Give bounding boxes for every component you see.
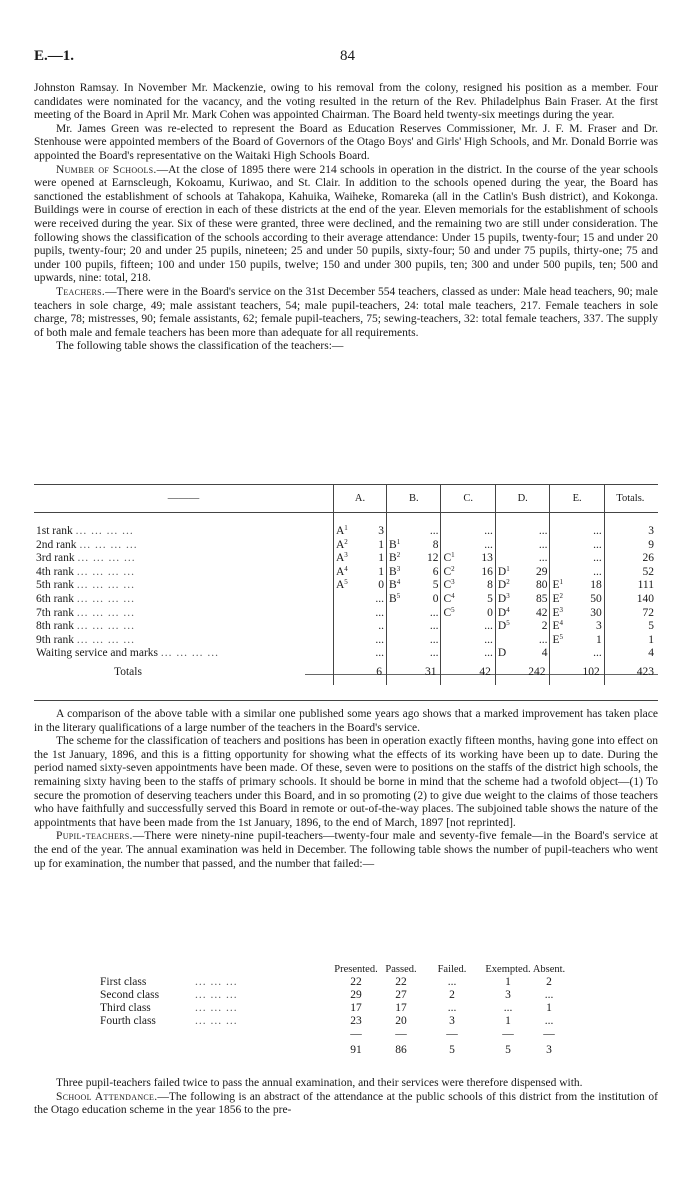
pupil-teachers-table xyxy=(100,963,660,1057)
dash: — xyxy=(543,1028,555,1040)
grade-code: $E^1$ xyxy=(552,578,564,592)
grade-cell xyxy=(333,607,386,621)
rank-label: 5th rank xyxy=(36,579,75,592)
grade-code: $D^3$ xyxy=(497,591,510,605)
grade-count: ... xyxy=(538,633,548,646)
grade-cell xyxy=(495,566,550,580)
table-row xyxy=(100,1002,660,1015)
grade-cell xyxy=(495,634,550,648)
column-header: Presented. xyxy=(334,964,378,975)
leader-dots: ... ... ... ... xyxy=(76,579,136,592)
paragraph: Mr. James Green was re-elected to represent the Board as Education Reserves Commissioner, Mr. J. F. M. Fraser and Dr. Stenhouse were appointed members of the Board of Governors of the Otago Boys' and Girls' High Schools, and Mr. Donald Borrie was appointed the Board's representative on the Waitaki High Schools Board. xyxy=(34,122,658,162)
rank-label-cell xyxy=(34,579,333,593)
grade-code: $B^1$ xyxy=(389,537,401,551)
section-heading: School Attendance. xyxy=(56,1090,158,1103)
grade-count: 42 xyxy=(535,606,548,619)
column-total: 102 xyxy=(550,661,604,685)
rank-label: 1st rank xyxy=(36,525,73,537)
leader-dots: ... ... ... ... xyxy=(160,647,220,660)
rank-label: 4th rank xyxy=(36,565,75,578)
rank-label-cell xyxy=(34,647,333,661)
table-row xyxy=(34,525,658,539)
grade-cell xyxy=(333,620,386,634)
grade-count: 0 xyxy=(487,606,493,619)
leader-dots: ... ... ... ... xyxy=(76,606,136,619)
grade-cell xyxy=(387,552,441,566)
grade-count: ... xyxy=(429,620,439,633)
total-cell: 86 xyxy=(395,1044,407,1056)
rank-label-cell xyxy=(34,566,333,580)
grade-count: 1 xyxy=(595,633,602,646)
value-cell: ... xyxy=(544,1015,554,1027)
paragraph xyxy=(34,830,658,871)
value-cell: 20 xyxy=(395,1015,407,1027)
paragraph-text: —There were in the Board's service on the 31st December 554 teachers, classed as under: Male head teachers, 90; male teachers in sole charge, 49; male assistant teachers, 54; male pupil-teachers, 24: total male teachers, 217. Female teachers in sole charge, 78; mistresses, 90; female assistants, 62; female pupil-teachers, 75; sewing-teachers, 32: total female teachers, 337. The supply of both male and female teachers has been more than adequate for all requirements. xyxy=(34,285,658,339)
dash: — xyxy=(350,1028,362,1040)
rank-label: Waiting service and marks xyxy=(36,647,159,660)
grade-code: $A^3$ xyxy=(335,551,348,565)
column-header: ——— xyxy=(167,493,200,505)
dash: — xyxy=(395,1028,407,1040)
section-heading: Number of Schools. xyxy=(56,163,157,176)
grade-code: $E^3$ xyxy=(552,605,564,619)
grade-cell xyxy=(333,525,386,539)
grade-code: $B^3$ xyxy=(389,564,401,578)
grade-cell xyxy=(441,552,495,566)
grade-cell xyxy=(550,593,604,607)
grade-cell xyxy=(441,647,495,661)
grade-count: ... xyxy=(429,633,439,646)
grade-cell xyxy=(441,539,495,553)
grade-code: $E^5$ xyxy=(552,632,564,646)
grade-cell xyxy=(550,552,604,566)
value-cell: 2 xyxy=(546,976,552,988)
grade-cell xyxy=(441,579,495,593)
grade-cell xyxy=(550,620,604,634)
leader-dots: ... ... ... xyxy=(195,1002,238,1014)
grade-count: ... xyxy=(484,620,493,633)
paragraph-text: —The following is an abstract of the attendance at the public schools of this district from the institution of the Otago education scheme in the year 1856 to the pre- xyxy=(34,1090,659,1117)
grade-cell xyxy=(495,620,550,634)
class-label: Fourth class xyxy=(100,1015,156,1027)
grade-code: $B^5$ xyxy=(389,591,401,605)
grade-code: $D^2$ xyxy=(497,578,510,592)
leader-dots: ... ... ... xyxy=(195,976,238,988)
table-totals-row xyxy=(34,661,658,685)
grade-count: 13 xyxy=(481,552,493,565)
grade-cell xyxy=(550,607,604,621)
grade-count: ... xyxy=(593,552,602,565)
table-row xyxy=(100,1015,660,1028)
table-row xyxy=(100,989,660,1002)
totals-label: Totals xyxy=(114,666,142,679)
paragraph-text: —There were ninety-nine pupil-teachers—twenty-four male and seventy-five female—in the Board's service at the end of the year. The annual examination was held in December. The following table shows the number of pupil-teachers who went up for examination, the number that passed, and the number that failed:— xyxy=(34,830,658,870)
column-header: A. xyxy=(333,485,386,513)
grade-cell xyxy=(441,566,495,580)
grade-count: ... xyxy=(538,525,548,537)
column-header: E. xyxy=(550,485,604,513)
column-header: Exempted. xyxy=(485,964,531,975)
grade-cell xyxy=(550,525,604,539)
grade-code: $A^4$ xyxy=(335,564,348,578)
row-total: 52 xyxy=(604,566,658,580)
rank-label: 8th rank xyxy=(36,620,75,633)
table-row xyxy=(34,552,658,566)
rank-label: 7th rank xyxy=(36,606,75,619)
grade-count: ... xyxy=(429,606,439,619)
leader-dots: ... ... ... ... xyxy=(79,538,138,551)
grade-cell xyxy=(441,634,495,648)
value-cell: 29 xyxy=(350,989,362,1001)
value-cell: ... xyxy=(503,1002,513,1014)
grade-count: ... xyxy=(375,606,385,619)
grade-count: 0 xyxy=(378,579,385,592)
value-cell: ... xyxy=(447,1002,457,1014)
document-reference: E.—1. xyxy=(34,48,75,64)
column-header: B. xyxy=(387,485,441,513)
value-cell: 27 xyxy=(395,989,407,1001)
row-total: 9 xyxy=(604,539,658,553)
class-label: First class xyxy=(100,976,147,988)
grade-cell xyxy=(495,525,550,539)
column-total: 31 xyxy=(387,661,441,685)
grade-cell xyxy=(495,647,550,661)
row-total: 111 xyxy=(604,579,658,593)
total-cell: 5 xyxy=(505,1044,511,1056)
row-total: 140 xyxy=(604,593,658,607)
class-label: Third class xyxy=(100,1002,151,1014)
grade-cell xyxy=(550,579,604,593)
page-header xyxy=(34,50,658,70)
grade-count: 2 xyxy=(541,620,548,633)
grade-cell xyxy=(387,647,441,661)
value-cell: ... xyxy=(544,989,554,1001)
leader-dots: ... ... ... ... xyxy=(77,552,136,565)
class-label: Second class xyxy=(100,989,160,1001)
grade-count: ... xyxy=(484,525,493,537)
table-header-row xyxy=(34,485,658,513)
grade-count: 1 xyxy=(378,565,385,578)
grade-count: ... xyxy=(593,565,602,578)
body-text-top xyxy=(34,82,658,354)
grade-count: 29 xyxy=(535,565,548,578)
total-cell: 3 xyxy=(546,1044,552,1056)
grade-count: ... xyxy=(429,647,439,660)
value-cell: 22 xyxy=(395,976,407,988)
column-header: Absent. xyxy=(532,964,566,975)
value-cell: ... xyxy=(447,976,457,988)
value-cell: 1 xyxy=(546,1002,552,1014)
row-total: 1 xyxy=(604,634,658,648)
grade-cell xyxy=(441,593,495,607)
table-row xyxy=(34,579,658,593)
grade-cell xyxy=(387,634,441,648)
grade-count: 6 xyxy=(432,565,439,578)
grade-cell xyxy=(495,579,550,593)
column-header: Failed. xyxy=(437,964,467,975)
rank-label: 3rd rank xyxy=(36,552,75,565)
grade-count: 12 xyxy=(426,552,439,565)
rank-label-cell xyxy=(34,525,333,539)
table-totals-row xyxy=(100,1044,660,1057)
grade-cell xyxy=(550,647,604,661)
grade-cell xyxy=(333,552,386,566)
grade-code: $A^2$ xyxy=(335,537,348,551)
table-row xyxy=(34,647,658,661)
rank-label-cell xyxy=(34,620,333,634)
rank-label: 9th rank xyxy=(36,633,75,646)
column-header: C. xyxy=(441,485,495,513)
grade-code: $A^5$ xyxy=(335,578,348,592)
grade-count: ... xyxy=(593,525,602,537)
leader-dots: ... ... ... ... xyxy=(76,592,136,605)
value-cell: 17 xyxy=(350,1002,362,1014)
grade-count: ... xyxy=(375,647,385,660)
grade-code: $C^1$ xyxy=(443,551,455,565)
table-row xyxy=(34,607,658,621)
grade-count: 30 xyxy=(590,606,602,619)
row-total: 72 xyxy=(604,607,658,621)
leader-dots: ... ... ... ... xyxy=(76,565,136,578)
dash: — xyxy=(502,1028,514,1040)
grade-cell xyxy=(387,593,441,607)
table-row xyxy=(34,539,658,553)
grade-cell xyxy=(333,634,386,648)
rank-label-cell xyxy=(34,634,333,648)
row-total: 4 xyxy=(604,647,658,661)
row-total: 5 xyxy=(604,620,658,634)
rank-label: 6th rank xyxy=(36,592,75,605)
table-header-row xyxy=(100,963,660,976)
grade-cell xyxy=(495,552,550,566)
grade-code: $D^1$ xyxy=(497,564,510,578)
grade-count: ... xyxy=(484,538,493,551)
table-row xyxy=(34,634,658,648)
grade-cell xyxy=(387,607,441,621)
paragraph: Johnston Ramsay. In November Mr. Mackenzie, owing to his removal from the colony, resigned his position as a member. Four candidates were nominated for the vacancy, and the voting resulted in the return of the Rev. Philadelphus Bain Fraser. At the first meeting of the Board in April Mr. Mark Cohen was appointed Chairman. The Board held twenty-six meetings during the year. xyxy=(34,82,658,122)
column-total: 42 xyxy=(441,661,495,685)
paragraph: The following table shows the classification of the teachers:— xyxy=(56,340,344,353)
paragraph xyxy=(34,286,658,340)
paragraph: Three pupil-teachers failed twice to pass the annual examination, and their services were therefore dispensed with. xyxy=(56,1077,583,1089)
column-header: Passed. xyxy=(385,964,417,975)
grade-count: ... xyxy=(593,538,602,551)
grade-cell xyxy=(441,607,495,621)
grade-count: 5 xyxy=(432,579,439,592)
grade-cell xyxy=(495,539,550,553)
total-cell: 91 xyxy=(350,1044,362,1056)
grade-code: $C^2$ xyxy=(443,564,455,578)
table-row xyxy=(34,566,658,580)
grade-cell xyxy=(550,634,604,648)
table-rule xyxy=(34,700,658,701)
grade-cell xyxy=(550,539,604,553)
grade-code: $D^4$ xyxy=(497,605,510,619)
paragraph: A comparison of the above table with a similar one published some years ago shows that a marked improvement has taken place in the literary qualifications of a large number of the teachers in the Board's service. xyxy=(34,708,658,734)
grade-code: D xyxy=(497,647,507,660)
grade-code: $B^4$ xyxy=(389,578,401,592)
value-cell: 17 xyxy=(395,1002,407,1014)
grade-code: $E^4$ xyxy=(552,619,564,633)
grade-cell xyxy=(333,593,386,607)
grade-code: $D^5$ xyxy=(497,619,510,633)
rank-label-cell xyxy=(34,552,333,566)
grade-count: ... xyxy=(484,647,493,660)
table-rule-row xyxy=(100,1028,660,1044)
leader-dots: ... ... ... ... xyxy=(76,620,136,633)
grade-count: 85 xyxy=(535,592,548,605)
grade-code: $C^3$ xyxy=(443,578,455,592)
grand-total: 423 xyxy=(604,661,658,685)
paragraph xyxy=(34,164,658,286)
grade-count: 4 xyxy=(541,647,548,660)
rank-label-cell xyxy=(34,593,333,607)
grade-cell xyxy=(333,539,386,553)
value-cell: 23 xyxy=(350,1015,362,1027)
rank-label-cell xyxy=(34,607,333,621)
leader-dots: ... ... ... xyxy=(195,1015,238,1027)
grade-count: ... xyxy=(429,525,439,537)
grade-count: 50 xyxy=(590,592,602,605)
value-cell: 3 xyxy=(449,1015,455,1027)
body-text-bottom xyxy=(34,1077,658,1118)
section-heading: Pupil-teachers. xyxy=(56,830,133,843)
grade-cell xyxy=(333,579,386,593)
grade-count: 8 xyxy=(487,579,493,592)
leader-dots: ... ... ... xyxy=(195,989,238,1001)
grade-code: $B^2$ xyxy=(389,551,401,565)
grade-cell xyxy=(333,566,386,580)
grade-count: 16 xyxy=(481,565,493,578)
section-heading: Teachers. xyxy=(56,285,106,298)
row-total: 3 xyxy=(604,525,658,539)
teachers-classification-table xyxy=(34,485,658,685)
grade-cell xyxy=(387,539,441,553)
table-row xyxy=(100,976,660,989)
grade-cell xyxy=(495,607,550,621)
rank-label-cell xyxy=(34,539,333,553)
grade-cell xyxy=(550,566,604,580)
grade-count: ... xyxy=(538,538,548,551)
rank-label: 2nd rank xyxy=(36,538,77,551)
grade-cell xyxy=(441,525,495,539)
column-total: 6 xyxy=(333,661,386,685)
value-cell: 1 xyxy=(505,976,511,988)
value-cell: 22 xyxy=(350,976,362,988)
grade-cell xyxy=(387,579,441,593)
leader-dots: ... ... ... ... xyxy=(76,633,136,646)
grade-count: 1 xyxy=(378,552,385,565)
value-cell: 3 xyxy=(505,989,511,1001)
body-text-middle xyxy=(34,708,658,871)
column-header: D. xyxy=(495,485,550,513)
grade-count: ... xyxy=(375,592,385,605)
column-header: Totals. xyxy=(604,485,658,513)
grade-cell xyxy=(387,525,441,539)
page-number: 84 xyxy=(340,48,355,64)
grade-count: 0 xyxy=(432,592,439,605)
grade-count: 1 xyxy=(378,538,385,551)
column-total: 242 xyxy=(495,661,550,685)
table-row xyxy=(34,593,658,607)
table-row xyxy=(34,620,658,634)
grade-count: 18 xyxy=(590,579,602,592)
grade-code: $C^5$ xyxy=(443,605,455,619)
dash: — xyxy=(446,1028,458,1040)
grade-count: 80 xyxy=(535,579,548,592)
grade-count: 8 xyxy=(432,538,439,551)
value-cell: 2 xyxy=(449,989,455,1001)
grade-cell xyxy=(387,566,441,580)
grade-cell xyxy=(441,620,495,634)
grade-count: 3 xyxy=(595,620,602,633)
paragraph-text: —At the close of 1895 there were 214 schools in operation in the district. In the course of the year schools were opened at Earnscleugh, Kokoamu, Kuriwao, and St. Clair. In addition to the schools opened during the year, the Board has sanctioned the establishment of schools at Tahakopa, Kahuika, Waiheke, Romareka (all in the Catlin's Bush district), and Kokonga. Buildings were in course of erection in each of these districts at the end of the year. Eleven memorials for the establishment of schools were received during the year. Six of these were granted, three were declined, and the remaining two are still under consideration. The following shows the classification of the schools according to their average attendance: Under 15 pupils, twenty-four; 15 and under 20 pupils, twenty-four; 20 and under 25 pupils, nineteen; 25 and under 50 pupils, sixty-four; 50 and under 75 pupils, thirty-one; 75 and under 100 pupils, fifteen; 100 and under 150 pupils, twelve; 150 and under 300 pupils, ten; 300 and under 500 pupils, ten; 500 and upwards, nine: total, 218. xyxy=(34,163,659,285)
grade-cell xyxy=(387,620,441,634)
paragraph: The scheme for the classification of teachers and positions has been in operation exactly fifteen months, having gone into effect on the 1st January, 1896, and this is a fitting opportunity for showing what the effects of its working have been up to date. During the period named sixty-seven appointments have been made. Of these, seven were to positions on the staffs of the district high schools, the remaining sixty having been to the staffs of primary schools. It should be borne in mind that the scheme had a twofold object—(1) To secure the promotion of deserving teachers under this Board, and in so promoting (2) to give due weight to the claims of those teachers who have faithfully and successfully served this Board in remote or out-of-the-way places. The subjoined table shows the nature of the appointments that have been made from the 1st January, 1896, to the end of March, 1897 [not reprinted]. xyxy=(34,735,658,829)
grade-code: $C^4$ xyxy=(443,591,455,605)
grade-cell xyxy=(333,647,386,661)
grade-count: .. xyxy=(378,620,385,633)
grade-count: ... xyxy=(538,552,548,565)
grade-cell xyxy=(495,593,550,607)
grade-count: 3 xyxy=(378,525,385,537)
grade-count: ... xyxy=(484,633,493,646)
leader-dots: ... ... ... ... xyxy=(75,525,134,537)
paragraph xyxy=(34,1091,658,1118)
grade-count: ... xyxy=(593,647,602,660)
grade-count: ... xyxy=(375,633,385,646)
total-cell: 5 xyxy=(449,1044,455,1056)
grade-count: 5 xyxy=(487,592,493,605)
row-total: 26 xyxy=(604,552,658,566)
grade-code: $E^2$ xyxy=(552,591,564,605)
value-cell: 1 xyxy=(505,1015,511,1027)
grade-code: $A^1$ xyxy=(335,524,348,537)
